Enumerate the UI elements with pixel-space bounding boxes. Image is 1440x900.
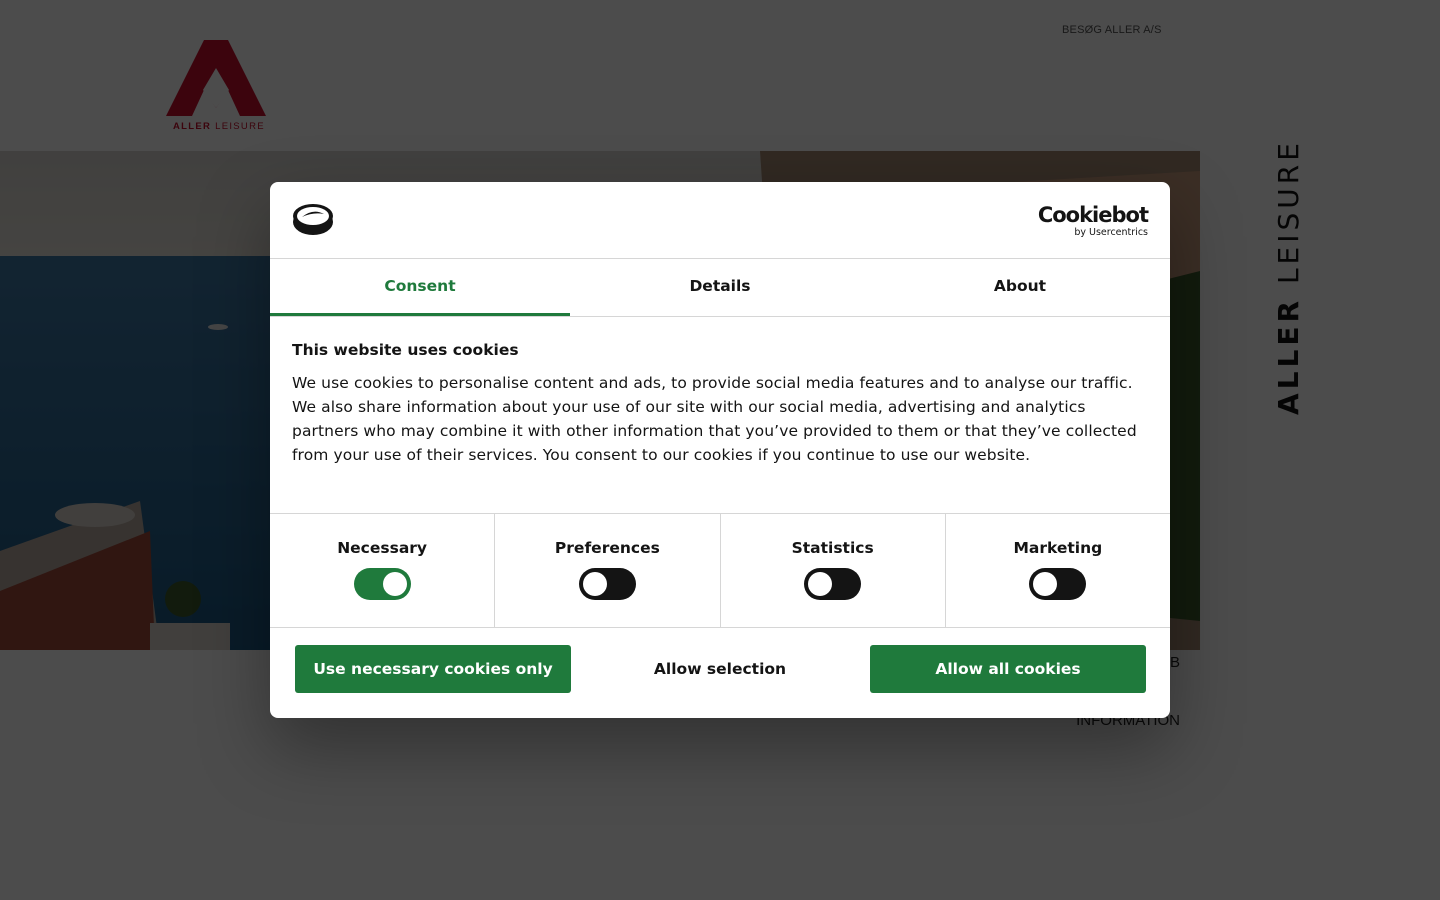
dialog-tabs [270, 259, 1170, 317]
cookiebot-by-text: by Usercentrics [1074, 227, 1148, 238]
marketing-toggle[interactable] [1029, 568, 1086, 600]
cookiebot-logo-text: Cookiebot [1037, 203, 1148, 227]
category-label: Statistics [791, 539, 874, 557]
necessary-toggle[interactable] [354, 568, 411, 600]
toggle-knob [383, 572, 407, 596]
toggle-knob [808, 572, 832, 596]
allow-all-cookies-button[interactable]: Allow all cookies [870, 645, 1146, 693]
consent-heading: This website uses cookies [292, 341, 519, 359]
tab-about[interactable]: About [993, 277, 1047, 295]
site-brand-icon [292, 202, 334, 240]
tab-consent[interactable]: Consent [270, 259, 570, 316]
category-label: Preferences [554, 539, 660, 557]
tab-details[interactable]: Details [689, 277, 751, 295]
category-label: Marketing [1013, 539, 1103, 557]
dialog-header [270, 182, 1170, 259]
category-statistics [721, 514, 946, 627]
category-marketing [946, 514, 1170, 627]
toggle-knob [583, 572, 607, 596]
category-necessary [270, 514, 495, 627]
allow-selection-button[interactable]: Allow selection [582, 645, 858, 693]
consent-body [270, 317, 1170, 514]
cookie-consent-dialog [270, 182, 1170, 718]
cookiebot-logo[interactable] [1038, 204, 1148, 238]
category-label: Necessary [337, 539, 428, 557]
consent-description: We use cookies to personalise content and ads, to provide social media features and to analyse our traffic. We also share information about your use of our site with our social media, advertising and analytics partners who may combine it with other information that you’ve provided to them or that they’ve collected from your use of their services. You consent to our cookies if you continue to use our website. [292, 374, 1137, 464]
toggle-knob [1033, 572, 1057, 596]
category-preferences [495, 514, 720, 627]
statistics-toggle[interactable] [804, 568, 861, 600]
use-necessary-only-button[interactable]: Use necessary cookies only [295, 645, 571, 693]
preferences-toggle[interactable] [579, 568, 636, 600]
dialog-actions [270, 628, 1170, 718]
cookie-categories [270, 514, 1170, 628]
